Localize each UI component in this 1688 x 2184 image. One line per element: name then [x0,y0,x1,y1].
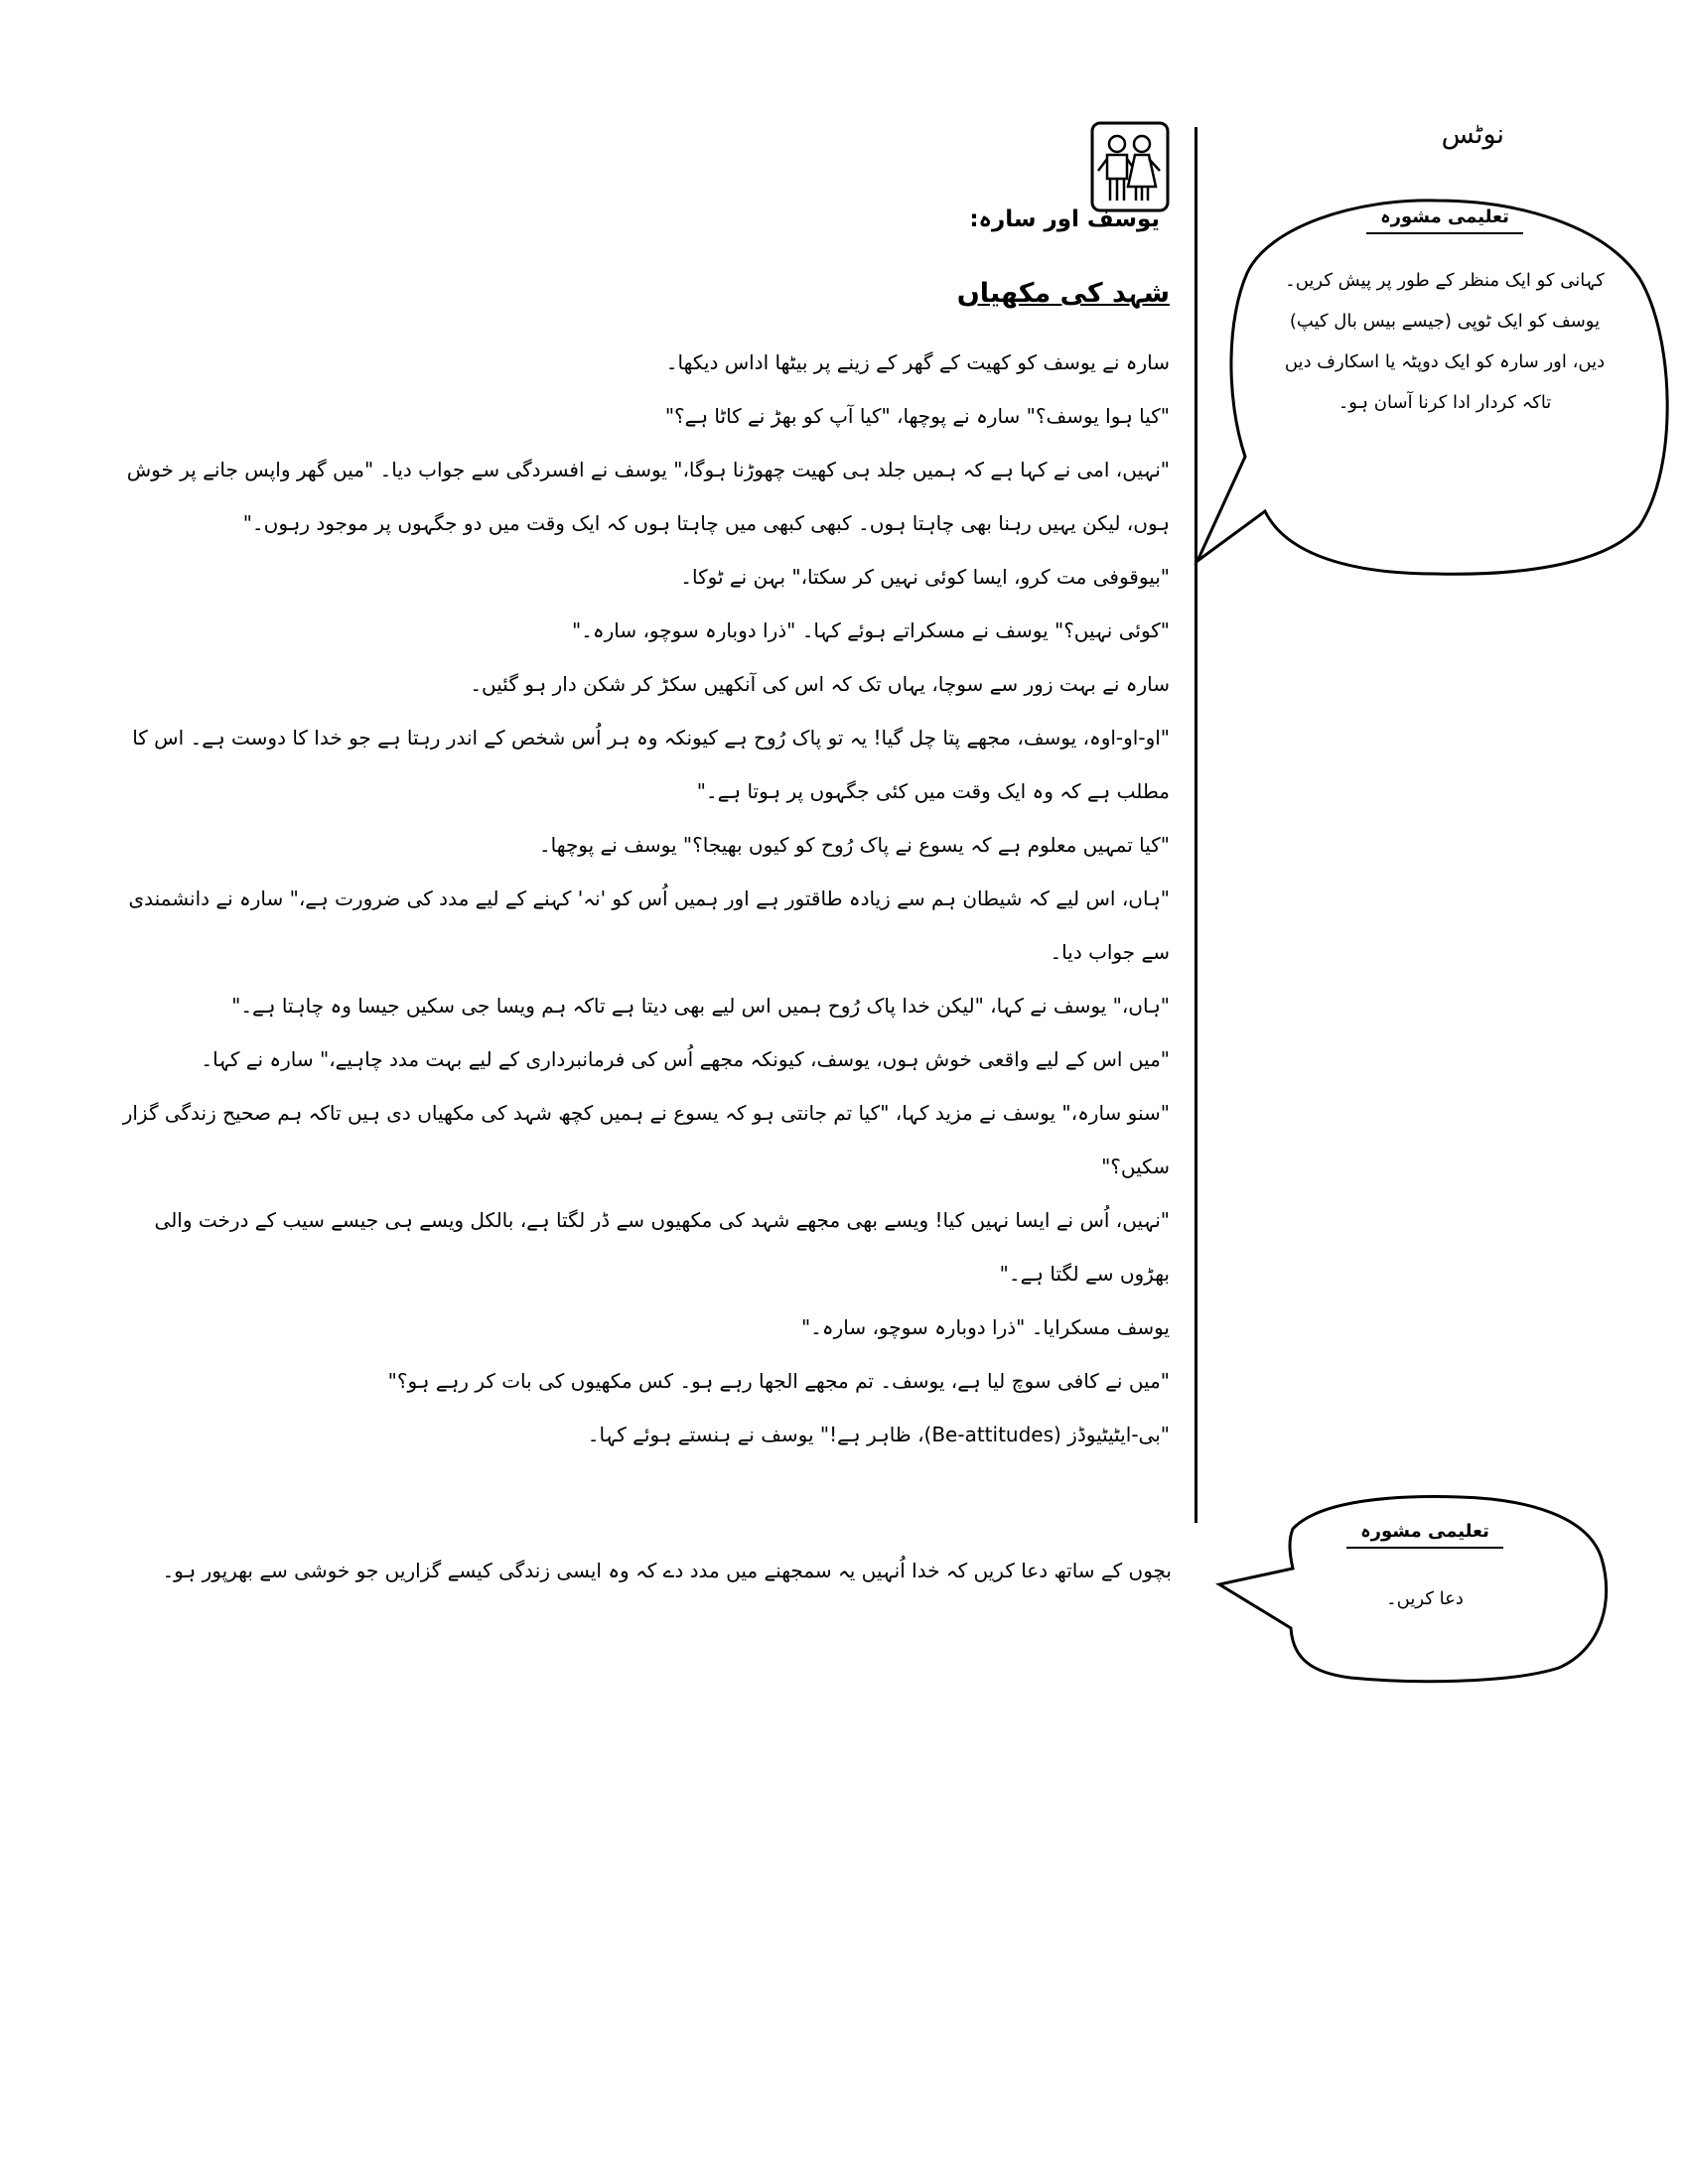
story-paragraph: "نہیں، امی نے کہا ہے کہ ہمیں جلد ہی کھیت چھوڑنا ہوگا،" یوسف نے افسردگی سے جواب دیا۔ "میں گھر واپس جانے پر خوش ہوں، لیکن یہیں رہنا بھی چاہتا ہوں۔ کبھی کبھی میں چاہتا ہوں کہ ایک وقت میں دو جگہوں پر موجود رہوں۔" [126,458,1170,535]
story-body [99,336,1170,1461]
teaching-tip-line: تاکہ کردار ادا کرنا آسان ہو۔ [1337,392,1552,413]
story-paragraph: "کیا تمہیں معلوم ہے کہ یسوع نے پاک رُوح کو کیوں بھیجا؟" یوسف نے پوچھا۔ [538,833,1170,857]
boy-and-girl-icon [1090,121,1170,212]
story-paragraph: "میں اس کے لیے واقعی خوش ہوں، یوسف، کیونکہ مجھے اُس کی فرمانبرداری کے لیے بہت مدد چاہیے،" سارہ نے کہا۔ [201,1047,1170,1071]
teaching-tip-content [1281,206,1609,423]
story-paragraph: "ہاں، اس لیے کہ شیطان ہم سے زیادہ طاقتور ہے اور ہمیں اُس کو 'نہ' کہنے کے لیے مدد کی ضرورت ہے،" سارہ نے دانشمندی سے جواب دیا۔ [128,887,1170,964]
story-paragraph: سارہ نے بہت زور سے سوچا، یہاں تک کہ اس کی آنکھیں سکڑ کر شکن دار ہو گئیں۔ [470,672,1170,696]
teaching-tip-line: دیں، اور سارہ کو ایک دوپٹہ یا اسکارف دیں [1284,351,1606,372]
story-paragraph: "بی-ایٹیٹیوڈز (Be-attitudes)، ظاہر ہے!" یوسف نے ہنستے ہوئے کہا۔ [587,1423,1170,1446]
prayer-tip-text: دعا کریں۔ [1386,1588,1464,1609]
story-paragraph: "کیا ہوا یوسف؟" سارہ نے پوچھا، "کیا آپ کو بھڑ نے کاٹا ہے؟" [664,404,1170,428]
story-paragraph: "نہیں، اُس نے ایسا نہیں کیا! ویسے بھی مجھے شہد کی مکھیوں سے ڈر لگتا ہے، بالکل ویسے ہی جیسے سیب کے درخت والی بھڑوں سے لگتا ہے۔" [154,1208,1170,1286]
story-paragraph: "سنو سارہ،" یوسف نے مزید کہا، "کیا تم جانتی ہو کہ یسوع نے ہمیں کچھ شہد کی مکھیاں دی ہیں تاکہ ہم صحیح زندگی گزار سکیں؟" [122,1101,1170,1178]
character-title: یوسف اور سارہ: [969,206,1160,232]
story-title: شہد کی مکھیاں [956,278,1170,309]
story-paragraph: "بیوقوفی مت کرو، ایسا کوئی نہیں کر سکتا،" بہن نے ٹوکا۔ [680,565,1170,589]
story-paragraph: "او-او-اوہ، یوسف، مجھے پتا چل گیا! یہ تو پاک رُوح ہے کیونکہ وہ ہر اُس شخص کے اندر رہتا ہے جو خدا کا دوست ہے۔ اس کا مطلب ہے کہ وہ ایک وقت میں کئی جگہوں پر ہوتا ہے۔" [132,726,1170,803]
prayer-tip-content [1331,1521,1519,1619]
notes-heading: نوٹس [1441,119,1504,150]
teaching-tip-line: یوسف کو ایک ٹوپی (جیسے بیس بال کیپ) [1289,311,1601,332]
story-paragraph: "کوئی نہیں؟" یوسف نے مسکراتے ہوئے کہا۔ "ذرا دوبارہ سوچو، سارہ۔" [571,618,1170,642]
story-paragraph: "ہاں،" یوسف نے کہا، "لیکن خدا پاک رُوح ہمیں اس لیے بھی دیتا ہے تاکہ ہم ویسا جی سکیں جیسا وہ چاہتا ہے۔" [231,994,1170,1018]
story-paragraph: یوسف مسکرایا۔ "ذرا دوبارہ سوچو، سارہ۔" [800,1315,1170,1339]
teaching-tip-heading: تعلیمی مشورہ [1366,206,1523,234]
prayer-instruction: بچوں کے ساتھ دعا کریں کہ خدا اُنہیں یہ سمجھنے میں مدد دے کہ وہ ایسی زندگی کیسے گزاریں جو خوشی سے بھرپور ہو۔ [162,1559,1172,1582]
prayer-tip-heading: تعلیمی مشورہ [1346,1521,1503,1549]
teaching-tip-line: کہانی کو ایک منظر کے طور پر پیش کریں۔ [1285,270,1605,291]
story-paragraph: "میں نے کافی سوچ لیا ہے، یوسف۔ تم مجھے الجھا رہے ہو۔ کس مکھیوں کی بات کر رہے ہو؟" [387,1369,1170,1393]
story-paragraph: سارہ نے یوسف کو کھیت کے گھر کے زینے پر بیٹھا اداس دیکھا۔ [665,350,1170,374]
